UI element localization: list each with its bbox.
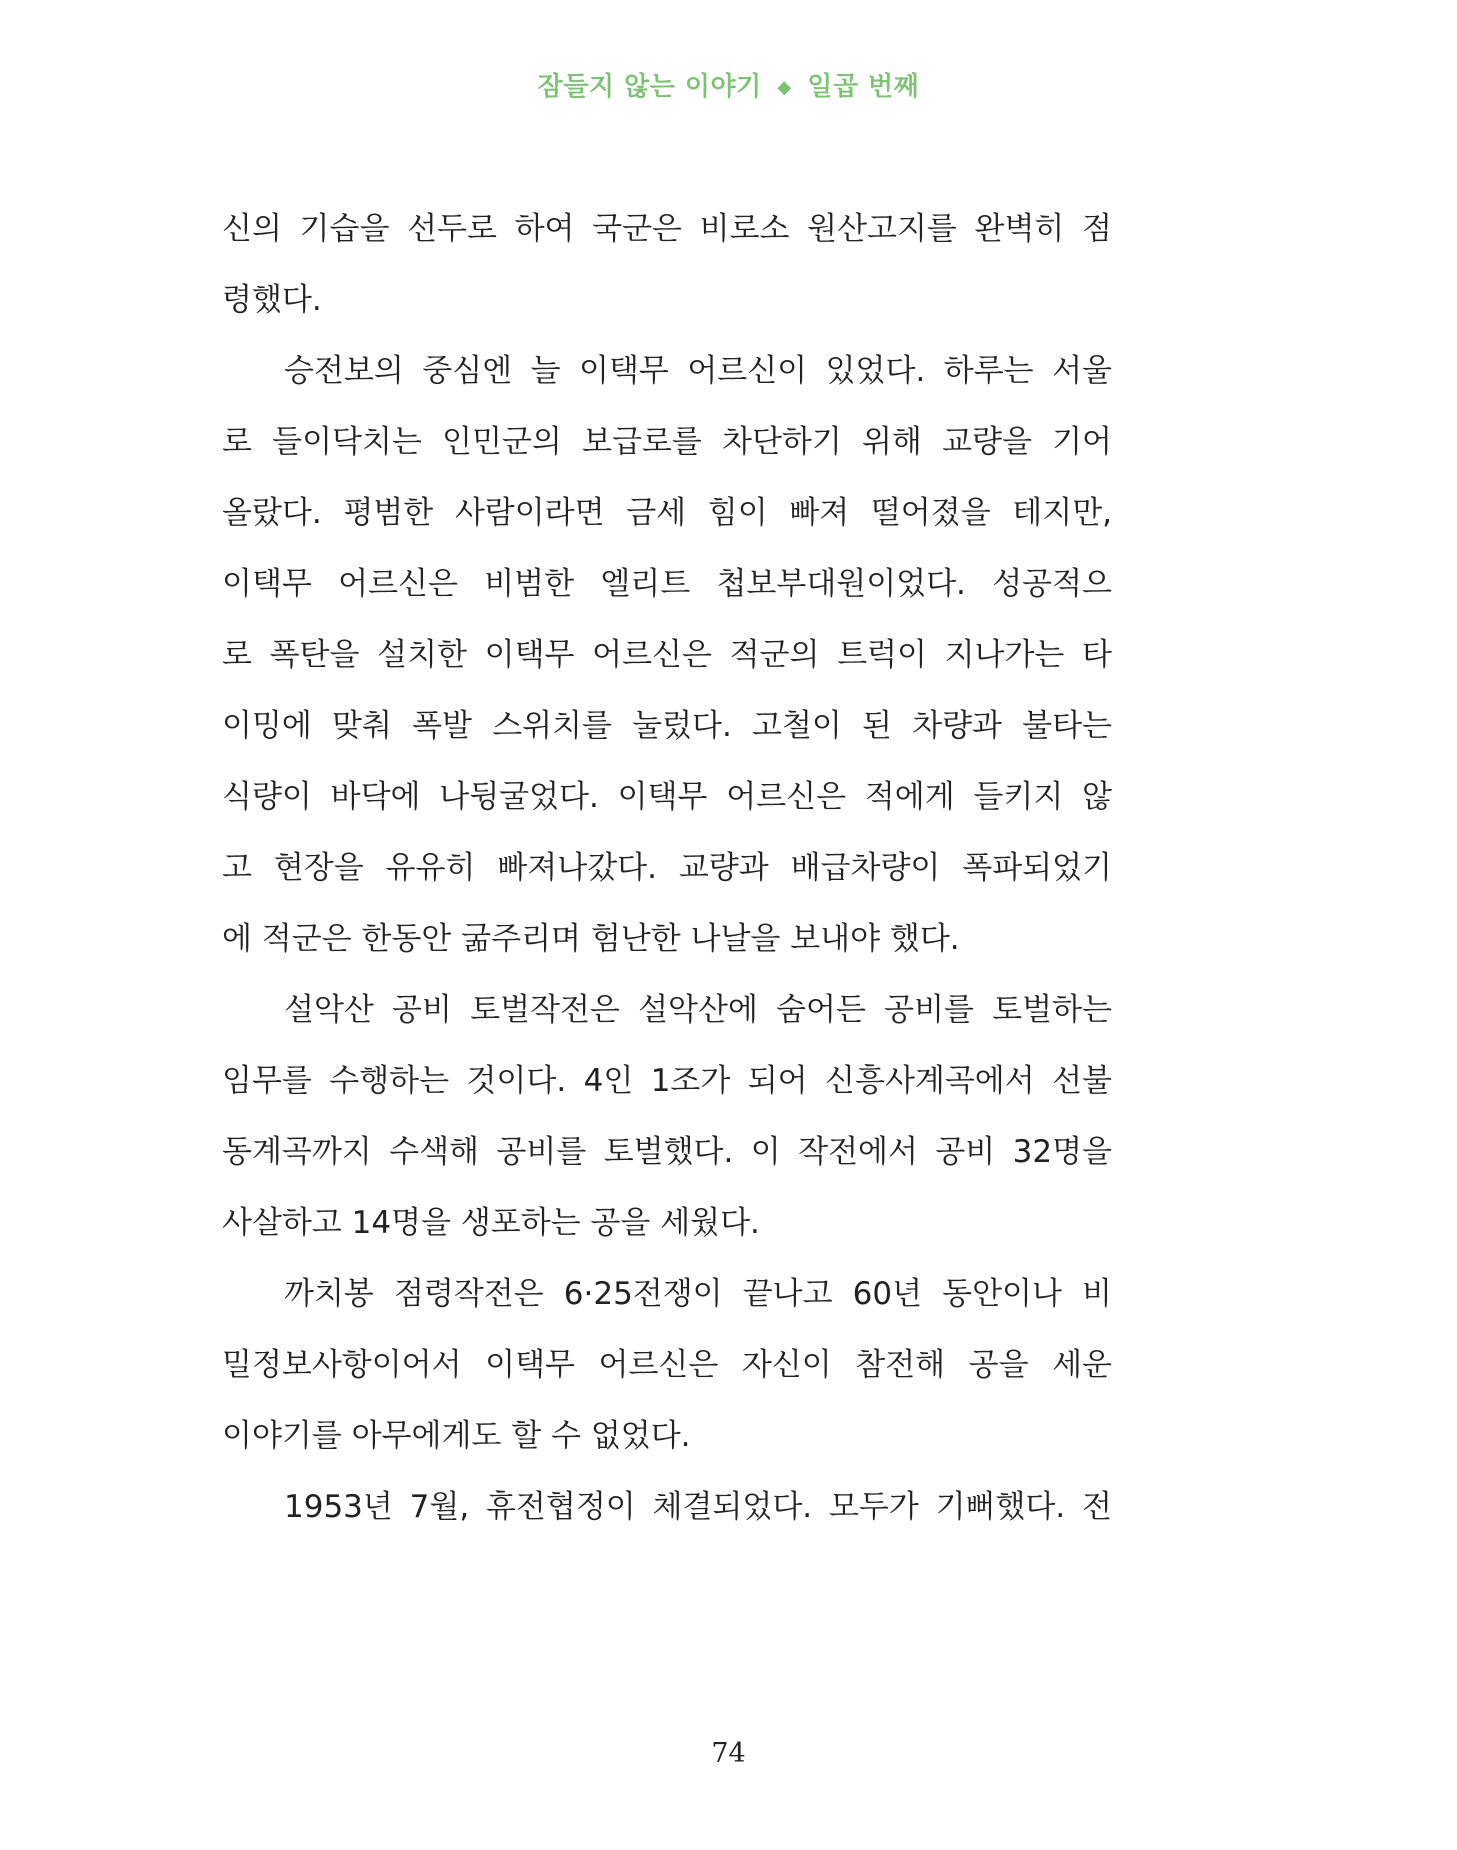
- text-line: 설악산 공비 토벌작전은 설악산에 숨어든 공비를 토벌하는: [284, 992, 1112, 1028]
- page-number: 74: [711, 1738, 746, 1769]
- book-title: 잠들지 않는 이야기: [537, 72, 762, 102]
- text-line: 식량이 바닥에 나뒹굴었다. 이택무 어르신은 적에게 들키지 않: [222, 779, 1112, 815]
- text-line: 사살하고 14명을 생포하는 공을 세웠다.: [222, 1205, 760, 1241]
- text-line: 1953년 7월, 휴전협정이 체결되었다. 모두가 기뻐했다. 전: [284, 1489, 1112, 1525]
- text-line: 임무를 수행하는 것이다. 4인 1조가 되어 신흥사계곡에서 선불: [222, 1063, 1112, 1099]
- text-line: 이밍에 맞춰 폭발 스위치를 눌렀다. 고철이 된 차량과 불타는: [222, 708, 1112, 744]
- body-text: [222, 194, 1112, 1543]
- text-line: 밀정보사항이어서 이택무 어르신은 자신이 참전해 공을 세운: [222, 1347, 1112, 1383]
- text-line: 로 들이닥치는 인민군의 보급로를 차단하기 위해 교량을 기어: [222, 424, 1112, 460]
- text-line: 고 현장을 유유히 빠져나갔다. 교량과 배급차량이 폭파되었기: [222, 850, 1112, 886]
- text-line: 이택무 어르신은 비범한 엘리트 첩보부대원이었다. 성공적으: [222, 566, 1112, 602]
- text-line: 로 폭탄을 설치한 이택무 어르신은 적군의 트럭이 지나가는 타: [222, 637, 1112, 673]
- text-line: 까치봉 점령작전은 6·25전쟁이 끝나고 60년 동안이나 비: [284, 1276, 1112, 1312]
- text-line: 올랐다. 평범한 사람이라면 금세 힘이 빠져 떨어졌을 테지만,: [222, 495, 1112, 531]
- running-header: [0, 66, 1457, 103]
- section-title: 일곱 번째: [807, 72, 920, 102]
- text-line: 령했다.: [222, 282, 322, 318]
- text-line: 신의 기습을 선두로 하여 국군은 비로소 원산고지를 완벽히 점: [222, 211, 1112, 247]
- diamond-separator-icon: ◆: [777, 77, 792, 98]
- text-line: 동계곡까지 수색해 공비를 토벌했다. 이 작전에서 공비 32명을: [222, 1134, 1112, 1170]
- text-line: 이야기를 아무에게도 할 수 없었다.: [222, 1418, 691, 1454]
- text-line: 에 적군은 한동안 굶주리며 험난한 나날을 보내야 했다.: [222, 921, 960, 957]
- text-line: 승전보의 중심엔 늘 이택무 어르신이 있었다. 하루는 서울: [284, 353, 1112, 389]
